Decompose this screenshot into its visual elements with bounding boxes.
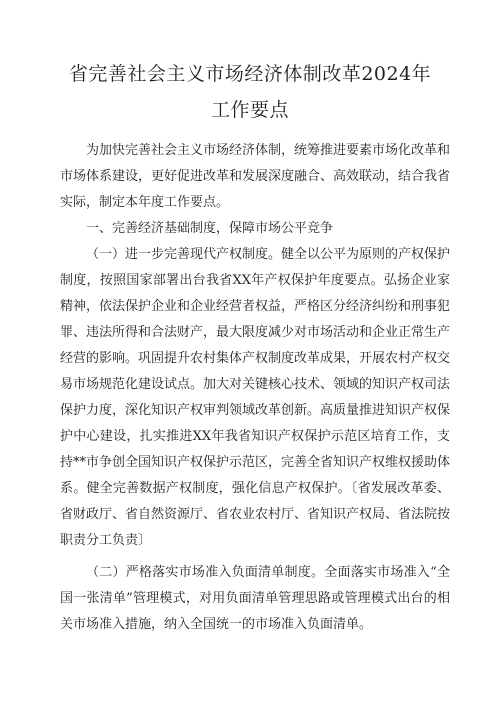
intro-paragraph: 为加快完善社会主义市场经济体制，统筹推进要素市场化改革和市场体系建设，更好促进改革和发展深度融合、高效联动，结合我省实际，制定本年度工作要点。 (60, 143, 451, 210)
section1-heading: 一、完善经济基础制度，保障市场公平竞争 (86, 221, 334, 236)
document-title-line1: 省完善社会主义市场经济体制改革2024年 (68, 63, 432, 85)
document-title-line2: 工作要点 (210, 99, 289, 121)
item1-paragraph: （一）进一步完善现代产权制度。健全以公平为原则的产权保护制度，按照国家部署出台我省XX年产权保护年度要点。弘扬企业家精神，依法保护企业和企业经营者权益，严格区分经济纠纷和刑事犯罪、违法所得和合法财产，最大限度减少对市场活动和企业正常生产经营的影响。巩固提升农村集体产权制度改革成果，开展农村产权交易市场规范化建设试点。加大对关键核心技术、领域的知识产权司法保护力度，深化知识产权审判领域改革创新。高质量推进知识产权保护中心建设，扎实推进XX年我省知识产权保护示范区培育工作，支持**市争创全国知识产权保护示范区，完善全省知识产权维权援助体系。健全完善数据产权制度，强化信息产权保护。〔省发展改革委、省财政厅、省自然资源厅、省农业农村厅、省知识产权局、省法院按职责分工负责〕 (60, 247, 451, 548)
item2-paragraph: （二）严格落实市场准入负面清单制度。全面落实市场准入“全国一张清单”管理模式，对用负面清单管理思路或管理模式出台的相关市场准入措施，纳入全国统一的市场准入负面清单。 (60, 565, 450, 632)
